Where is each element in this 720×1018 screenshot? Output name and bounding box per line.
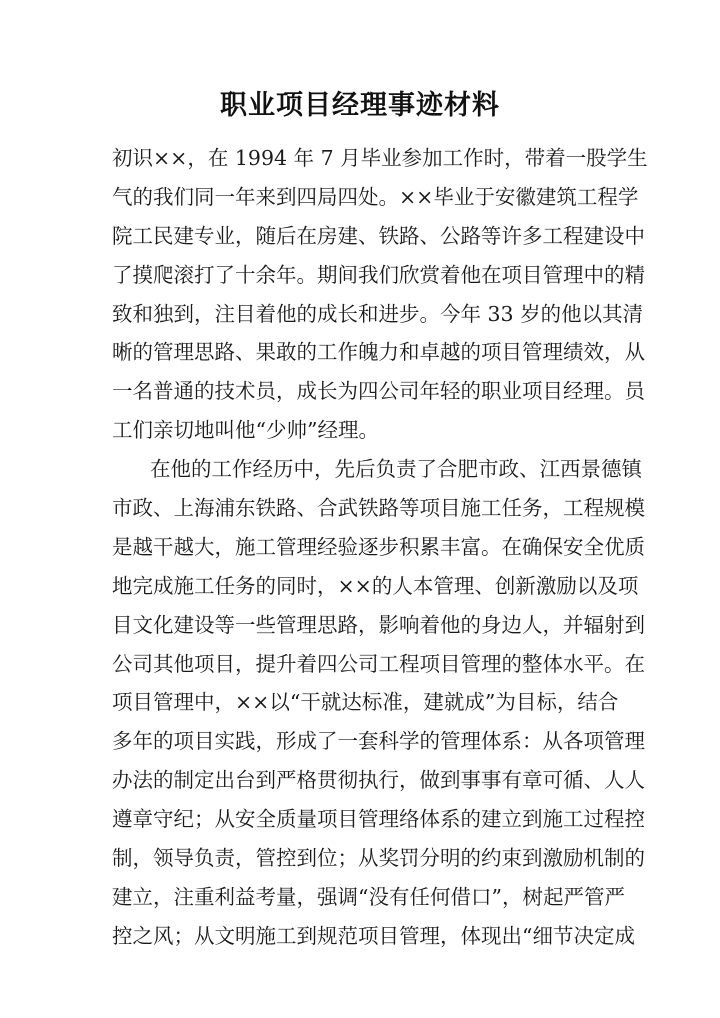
paragraph-line: 院工民建专业，随后在房建、铁路、公路等许多工程建设中 [112, 223, 645, 248]
paragraph-line: 控之风；从文明施工到规范项目管理，体现出“细节决定成 [112, 923, 635, 948]
paragraph-line: 初识××，在 1994 年 7 月毕业参加工作时，带着一股学生 [112, 146, 648, 170]
paragraph-line: 项目管理中，××以“干就达标准，建就成”为目标，结合 [112, 690, 619, 715]
paragraph-line: 建立，注重利益考量，强调“没有任何借口”，树起严管严 [112, 884, 625, 909]
document-title: 职业项目经理事迹材料 [220, 90, 500, 121]
paragraph-line: 市政、上海浦东铁路、合武铁路等项目施工任务，工程规模 [112, 496, 645, 521]
paragraph-line: 遵章守纪；从安全质量项目管理络体系的建立到施工过程控 [112, 807, 645, 832]
paragraph-line: 气的我们同一年来到四局四处。××毕业于安徽建筑工程学 [112, 184, 639, 209]
paragraph-line: 工们亲切地叫他“少帅”经理。 [112, 418, 379, 443]
document-body [112, 139, 712, 956]
paragraph-line: 一名普通的技术员，成长为四公司年轻的职业项目经理。员 [112, 379, 645, 404]
paragraph-line: 地完成施工任务的同时，××的人本管理、创新激励以及项 [112, 573, 639, 598]
paragraph-line: 了摸爬滚打了十余年。期间我们欣赏着他在项目管理中的精 [112, 262, 645, 287]
paragraph-line: 多年的项目实践，形成了一套科学的管理体系：从各项管理 [112, 729, 645, 754]
paragraph-line: 致和独到，注目着他的成长和进步。今年 33 岁的他以其清 [112, 301, 644, 326]
paragraph-line: 制，领导负责，管控到位；从奖罚分明的约束到激励机制的 [112, 846, 645, 871]
paragraph-line: 目文化建设等一些管理思路，影响着他的身边人，并辐射到 [112, 612, 645, 637]
paragraph-line: 晰的管理思路、果敢的工作魄力和卓越的项目管理绩效，从 [112, 340, 645, 365]
paragraph-line: 公司其他项目，提升着四公司工程项目管理的整体水平。在 [112, 651, 645, 676]
paragraph-line: 是越干越大，施工管理经验逐步积累丰富。在确保安全优质 [112, 534, 645, 559]
paragraph-line: 办法的制定出台到严格贯彻执行，做到事事有章可循、人人 [112, 768, 645, 793]
paragraph-line: 在他的工作经历中，先后负责了合肥市政、江西景德镇 [150, 457, 642, 482]
